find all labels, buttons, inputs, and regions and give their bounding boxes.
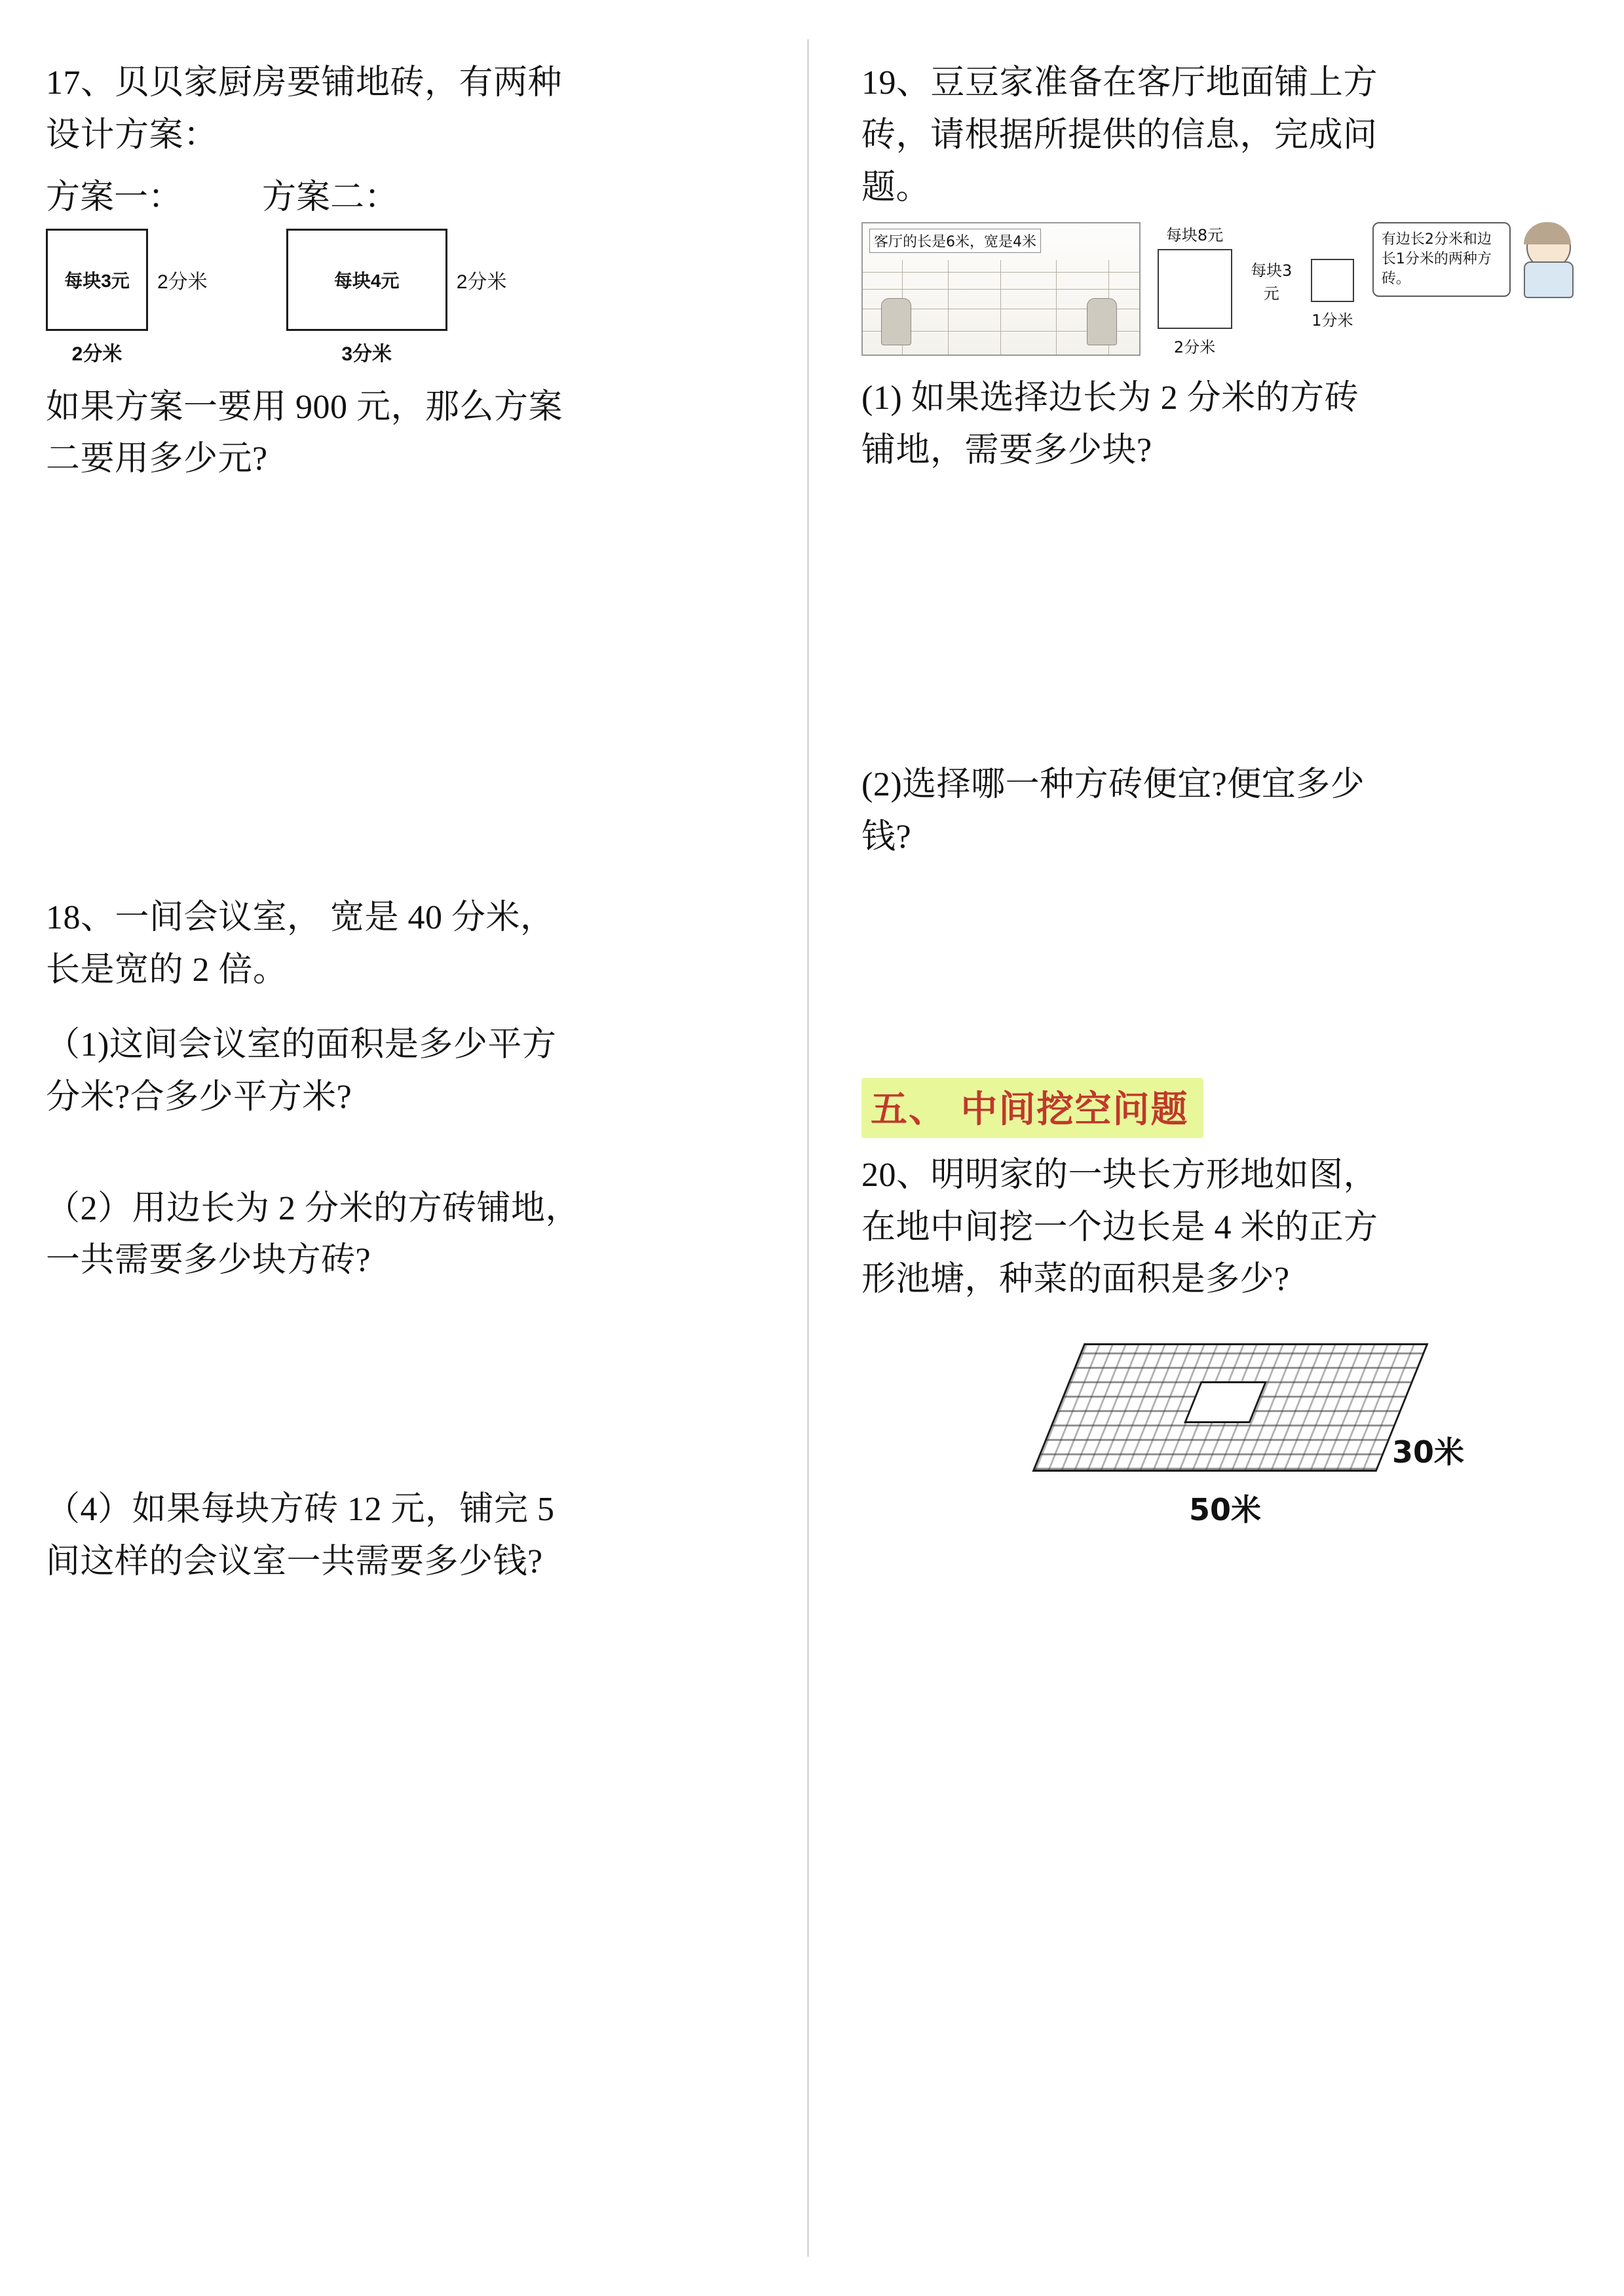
q19-tile-big-shape [1158,249,1232,329]
q17-tile2-side-label: 2分米 [456,271,507,293]
q17-tile1-square: 每块3元 [46,229,148,331]
q19-child-body [1524,261,1574,298]
q20-label-bottom: 50米 [1189,1492,1262,1528]
q19-tile-big-price: 每块8元 [1165,226,1224,245]
q20-figure [1058,1330,1464,1527]
q17-intro-line1: 17、贝贝家厨房要铺地砖，有两种 [46,64,563,102]
q19-answer-space-1 [861,479,1578,761]
q19-stem-line2: 砖，请根据所提供的信息，完成问 [861,116,1378,154]
q18-stem-line1: 18、一间会议室， 宽是 40 分米， [46,899,555,937]
q17-tile2-bottom-label: 3分米 [341,343,392,365]
q19-tile-small-price: 每块3元 [1251,261,1293,303]
q20-label-right: 30米 [1391,1434,1464,1470]
question-19 [861,59,1578,862]
q19-stem-line1: 19、豆豆家准备在客厅地面铺上方 [861,64,1378,102]
q17-tile-figures [46,229,761,366]
q19-speech-bubble: 有边长2分米和边长1分米的两种方砖。 [1372,222,1511,296]
q17-tile2-rectangle: 每块4元 [286,229,447,331]
left-column [0,0,807,2296]
q18-sub2-line1: （2）用边长为 2 分米的方砖铺地， [46,1189,580,1227]
q19-figure [861,222,1578,357]
question-18 [46,894,761,1586]
q19-tile-small-size: 1分米 [1312,311,1353,330]
q17-tile1-side-label: 2分米 [157,271,208,293]
q18-sub1-line2: 分米?合多少平方米? [46,1078,352,1116]
q19-sub2-line1: (2)选择哪一种方砖便宜?便宜多少 [861,766,1365,804]
q19-person-right [1087,298,1117,345]
right-column [809,0,1624,2296]
q18-sub4-line1: （4）如果每块方砖 12 元，铺完 5 [46,1491,555,1529]
q17-plan-headings [46,169,761,218]
q17-plan2-label: 方案二： [262,178,399,216]
q19-stem-line3: 题。 [861,168,931,206]
q20-stem-line1: 20、明明家的一块长方形地如图， [861,1156,1378,1194]
q19-living-room-sketch [861,222,1141,356]
q19-tile-big-size: 2分米 [1173,338,1216,357]
q17-question-line1: 如果方案一要用 900 元，那么方案 [46,388,563,426]
question-20 [861,1151,1578,1527]
q20-stem-line3: 形池塘，种菜的面积是多少? [861,1261,1290,1299]
q17-question-line2: 二要用多少元? [46,440,268,478]
q19-tile-big [1158,222,1232,357]
q19-sub1-line2: 铺地，需要多少块? [861,432,1152,470]
q17-answer-space [46,488,761,769]
q19-room-caption: 客厅的长是6米，宽是4米 [869,229,1041,253]
q17-plan1-label: 方案一： [46,178,183,216]
q17-tile1-bottom-label: 2分米 [71,343,123,365]
q19-sub2-line2: 钱? [861,818,912,856]
section-5-title: 五、 中间挖空问题 [871,1088,1189,1131]
q18-answer-space-2 [46,1289,761,1485]
q18-sub1-line1: （1)这间会议室的面积是多少平方 [46,1025,557,1063]
q19-person-left [881,298,911,345]
q18-sub2-line2: 一共需要多少块方砖? [46,1242,371,1280]
q18-answer-space-1 [46,1126,761,1185]
q19-child-avatar [1517,222,1578,301]
q17-intro-line2: 设计方案： [46,116,218,154]
q19-tile-small [1244,222,1299,303]
q18-spacer-1 [46,999,761,1021]
q17-tile1-row [46,229,208,331]
q17-tile-figure-2 [286,229,507,366]
q19-answer-space-2 [861,866,1578,1062]
q19-sub1-line1: (1) 如果选择边长为 2 分米的方砖 [861,379,1359,417]
q18-sub4-line2: 间这样的会议室一共需要多少钱? [46,1543,543,1581]
q17-tile-figure-1 [46,229,208,366]
q17-tile2-row [286,229,507,331]
section-5-banner [861,1078,1203,1138]
q19-child-hair [1524,222,1571,244]
q20-stem-line2: 在地中间挖一个边长是 4 米的正方 [861,1208,1378,1246]
q17-answer-space-2 [46,769,761,894]
question-17 [46,59,761,484]
q19-tile-small-shape-group [1311,222,1354,330]
q19-tile-small-shape [1311,259,1354,302]
q19-tile-samples [1158,222,1578,357]
q18-stem-line2: 长是宽的 2 倍。 [46,951,288,989]
